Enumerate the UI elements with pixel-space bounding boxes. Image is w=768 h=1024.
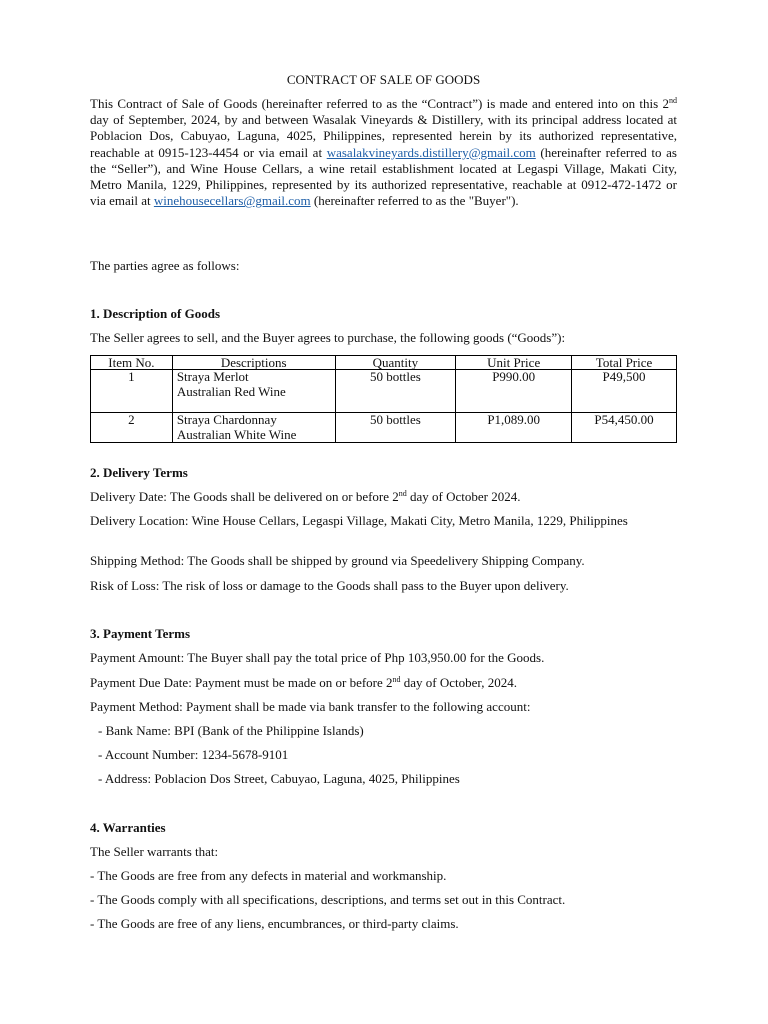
intro-text-3: (hereinafter referred to as the “Seller”), and Wine House Cellars, a wine retail establishment located at Legaspi Village, Makati City, Metro Manila, 1229, Philippines, represented by its authorized representative, reachable at 0912-472-1472 or via email at [90, 144, 677, 209]
section-1-heading: 1. Description of Goods [90, 306, 220, 321]
desc-line-1: Straya Merlot [176, 369, 249, 384]
section-2-heading: 2. Delivery Terms [90, 465, 188, 480]
cell-unit-price: P990.00 [456, 370, 572, 413]
goods-table [90, 355, 677, 443]
risk-of-loss: Risk of Loss: The risk of loss or damage to the Goods shall pass to the Buyer upon delivery. [90, 578, 569, 593]
intro-text-4: (hereinafter referred to as the "Buyer"). [310, 193, 519, 209]
table-row [91, 370, 677, 413]
shipping-method: Shipping Method: The Goods shall be shipped by ground via Speedelivery Shipping Company. [90, 553, 585, 568]
bank-name: - Bank Name: BPI (Bank of the Philippine Islands) [98, 723, 364, 738]
seller-email-link[interactable]: wasalakvineyards.distillery@gmail.com [326, 144, 536, 160]
cell-quantity: 50 bottles [335, 370, 456, 413]
document-title: CONTRACT OF SALE OF GOODS [286, 72, 481, 87]
desc-line-2: Australian White Wine [176, 426, 297, 442]
delivery-date-text: Delivery Date: The Goods shall be delivered on or before 2 [90, 489, 399, 504]
payment-method: Payment Method: Payment shall be made via bank transfer to the following account: [90, 699, 531, 714]
col-total-price: Total Price [572, 356, 677, 370]
table-header-row [91, 356, 677, 370]
cell-description [172, 370, 335, 413]
delivery-date [90, 489, 677, 505]
due-date-text: Payment Due Date: Payment must be made on or before 2 [90, 675, 393, 690]
due-date-text-end: day of October, 2024. [400, 675, 517, 690]
section-4-heading: 4. Warranties [90, 820, 166, 835]
col-quantity: Quantity [335, 356, 456, 370]
cell-quantity: 50 bottles [335, 413, 456, 443]
due-date-ordinal: nd [392, 675, 401, 684]
col-descriptions: Descriptions [172, 356, 335, 370]
intro-text-2: day of September, 2024, by and between Wasalak Vineyards & Distillery, with its principal address located at Poblacion Dos, Cabuyao, Laguna, 4025, Philippines, represented herein by its authorized representative, reachable at 0915-123-4454 or via email at [90, 112, 677, 160]
parties-agree: The parties agree as follows: [90, 258, 240, 273]
bank-address: - Address: Poblacion Dos Street, Cabuyao, Laguna, 4025, Philippines [98, 771, 460, 786]
warranty-item: - The Goods are free of any liens, encumbrances, or third-party claims. [90, 916, 459, 931]
table-row [91, 413, 677, 443]
delivery-location: Delivery Location: Wine House Cellars, Legaspi Village, Makati City, Metro Manila, 1229, Philippines [90, 513, 628, 528]
cell-unit-price: P1,089.00 [456, 413, 572, 443]
desc-line-1: Straya Chardonnay [176, 412, 277, 427]
intro-ordinal: nd [669, 96, 677, 105]
col-unit-price: Unit Price [456, 356, 572, 370]
cell-total-price: P49,500 [572, 370, 677, 413]
cell-total-price: P54,450.00 [572, 413, 677, 443]
warranties-intro: The Seller warrants that: [90, 844, 219, 859]
cell-item-no: 2 [91, 413, 173, 443]
cell-item-no: 1 [91, 370, 173, 413]
section-3-heading: 3. Payment Terms [90, 626, 191, 641]
warranty-item: - The Goods are free from any defects in material and workmanship. [90, 868, 447, 883]
account-number: - Account Number: 1234-5678-9101 [98, 747, 289, 762]
warranty-item: - The Goods comply with all specifications, descriptions, and terms set out in this Contract. [90, 892, 566, 907]
section-1-text: The Seller agrees to sell, and the Buyer agrees to purchase, the following goods (“Goods”): [90, 330, 566, 345]
delivery-date-text-end: day of October 2024. [406, 489, 521, 504]
cell-description [172, 413, 335, 443]
col-item-no: Item No. [91, 356, 173, 370]
payment-due-date [90, 675, 677, 691]
payment-amount: Payment Amount: The Buyer shall pay the total price of Php 103,950.00 for the Goods. [90, 650, 545, 665]
delivery-date-ordinal: nd [398, 489, 407, 498]
intro-paragraph [90, 96, 677, 209]
buyer-email-link[interactable]: winehousecellars@gmail.com [153, 193, 311, 209]
intro-text-1: This Contract of Sale of Goods (hereinafter referred to as the “Contract”) is made and entered into on this 2 [90, 96, 669, 111]
desc-line-2: Australian Red Wine [176, 383, 286, 399]
